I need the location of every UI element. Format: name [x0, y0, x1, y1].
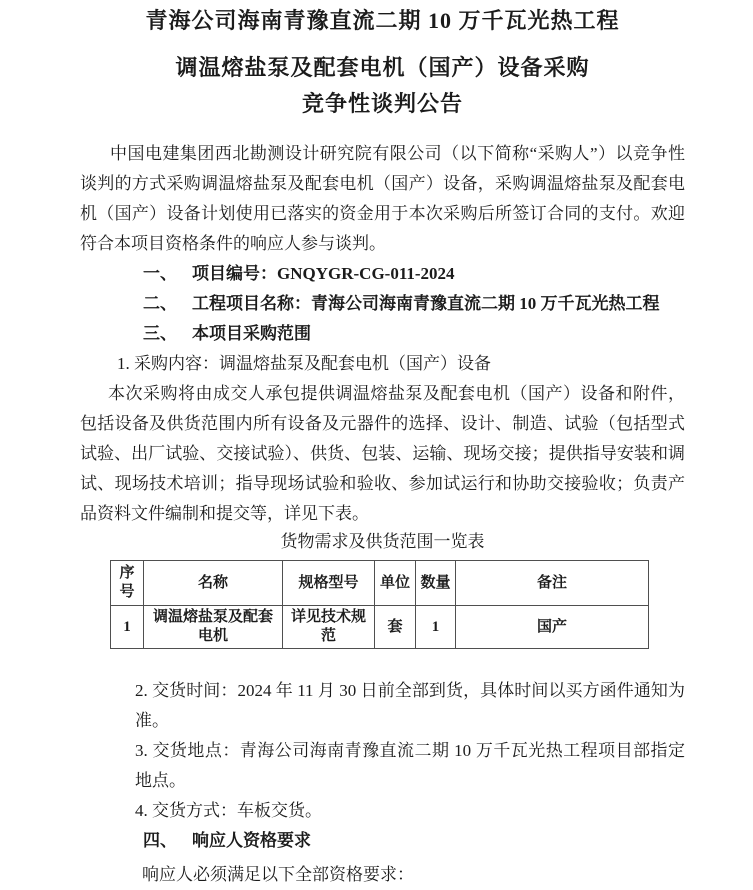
qualification-intro: 响应人必须满足以下全部资格要求： [142, 865, 414, 884]
section-heading-2 [80, 289, 685, 319]
goods-table-header-row [111, 561, 649, 606]
cell-unit: 套 [375, 606, 416, 649]
section-title: 本项目采购范围 [192, 324, 311, 343]
scope-item-1: 1. 采购内容：调温熔盐泵及配套电机（国产）设备 [117, 354, 491, 373]
header-cell-spec: 规格型号 [283, 561, 375, 606]
document-title-line-3: 竞争性谈判公告 [301, 91, 463, 116]
cell-seq: 1 [111, 606, 144, 649]
section-heading-1 [80, 259, 685, 289]
section-heading-3 [80, 319, 685, 349]
scope-item-3: 3. 交货地点：青海公司海南青豫直流二期 10 万千瓦光热工程项目部指定地点。 [135, 741, 685, 790]
section-number: 四、 [143, 831, 177, 850]
header-cell-qty: 数量 [416, 561, 456, 606]
goods-table-caption: 货物需求及供货范围一览表 [280, 532, 485, 551]
section-title: 项目编号：GNQYGR-CG-011-2024 [192, 264, 455, 283]
document-title-line-1: 青海公司海南青豫直流二期 10 万千瓦光热工程 [145, 8, 620, 33]
section-number: 三、 [143, 324, 177, 343]
header-cell-name: 名称 [144, 561, 283, 606]
header-cell-remark: 备注 [456, 561, 649, 606]
document-title-line-2: 调温熔盐泵及配套电机（国产）设备采购 [175, 55, 590, 80]
goods-table-row [111, 606, 649, 649]
goods-table [110, 560, 649, 649]
header-cell-unit: 单位 [375, 561, 416, 606]
section-number: 二、 [143, 294, 177, 313]
section-title: 工程项目名称：青海公司海南青豫直流二期 10 万千瓦光热工程 [192, 294, 660, 313]
cell-name: 调温熔盐泵及配套电机 [144, 606, 283, 649]
section-heading-4 [80, 826, 685, 856]
section-title: 响应人资格要求 [192, 831, 311, 850]
cell-spec: 详见技术规范 [283, 606, 375, 649]
scope-item-4: 4. 交货方式：车板交货。 [135, 801, 322, 820]
header-cell-seq: 序号 [111, 561, 144, 606]
scope-item-2: 2. 交货时间：2024 年 11 月 30 日前全部到货，具体时间以买方函件通知为准。 [135, 681, 685, 730]
section-number: 一、 [143, 264, 177, 283]
delivery-terms [80, 676, 685, 826]
cell-qty: 1 [416, 606, 456, 649]
cell-remark: 国产 [456, 606, 649, 649]
intro-paragraph: 中国电建集团西北勘测设计研究院有限公司（以下简称“采购人”）以竞争性谈判的方式采购调温熔盐泵及配套电机（国产）设备，采购调温熔盐泵及配套电机（国产）设备计划使用已落实的资金用于本次采购后所签订合同的支付。欢迎符合本项目资格条件的响应人参与谈判。 [80, 144, 685, 253]
scope-paragraph: 本次采购将由成交人承包提供调温熔盐泵及配套电机（国产）设备和附件，包括设备及供货范围内所有设备及元器件的选择、设计、制造、试验（包括型式试验、出厂试验、交接试验）、供货、包装、运输、现场交接；提供指导安装和调试、现场技术培训；指导现场试验和验收、参加试运行和协助交接验收；负责产品资料文件编制和提交等，详见下表。 [80, 384, 685, 523]
